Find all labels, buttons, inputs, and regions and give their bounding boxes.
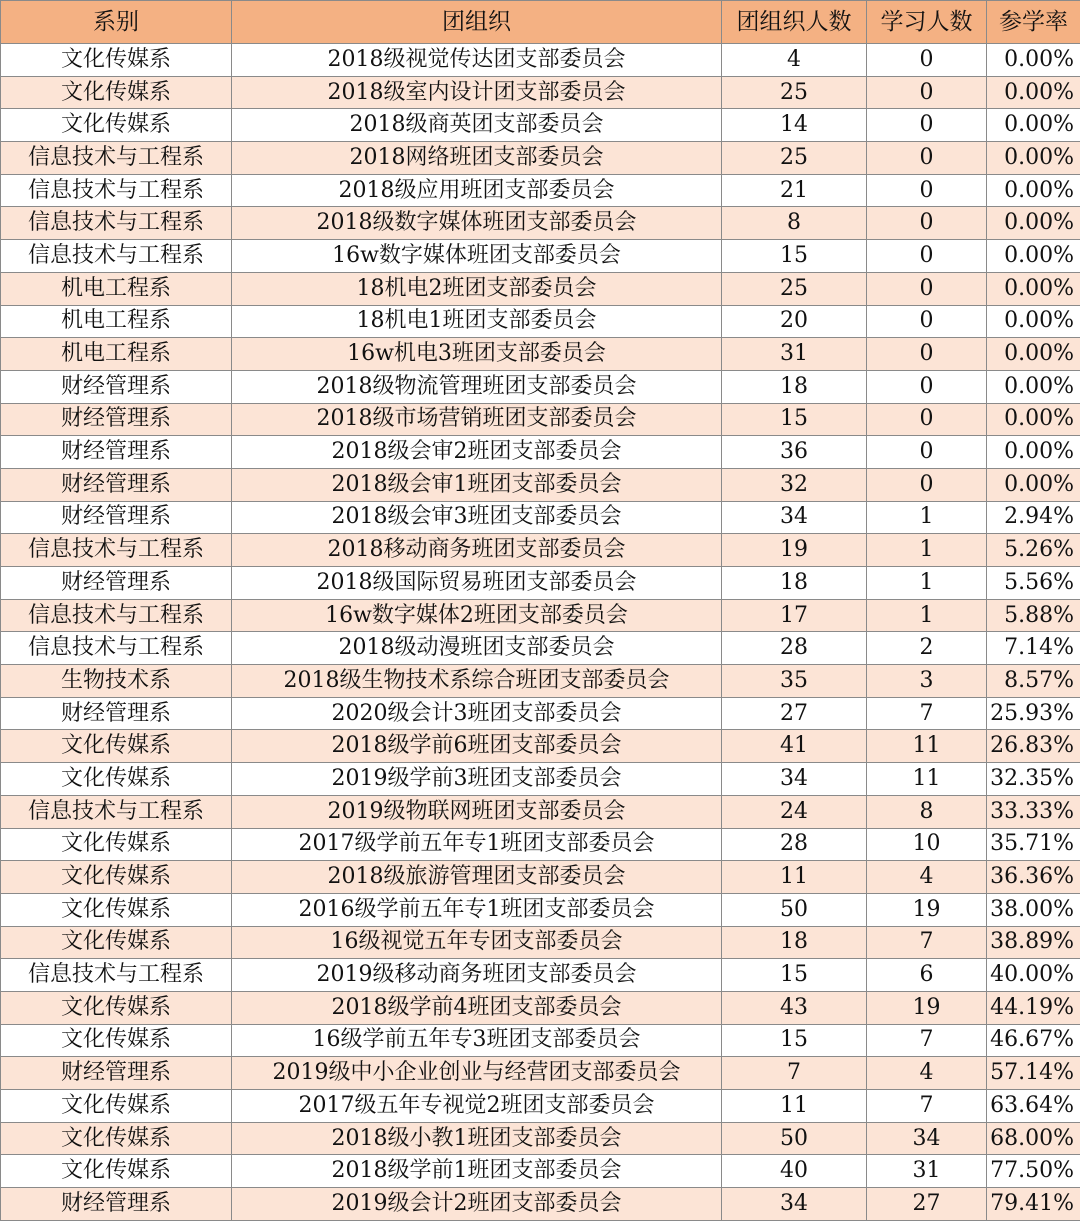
cell-department: 文化传媒系 [1, 730, 232, 763]
cell-member-count: 50 [722, 1122, 867, 1155]
cell-learner-count: 0 [867, 468, 987, 501]
cell-member-count: 4 [722, 44, 867, 77]
cell-department: 信息技术与工程系 [1, 534, 232, 567]
table-row [1, 370, 1080, 403]
cell-member-count: 18 [722, 926, 867, 959]
cell-organization: 2019级物联网班团支部委员会 [232, 795, 722, 828]
cell-member-count: 8 [722, 207, 867, 240]
cell-member-count: 7 [722, 1057, 867, 1090]
table-row [1, 403, 1080, 436]
cell-learner-count: 0 [867, 174, 987, 207]
cell-department: 财经管理系 [1, 436, 232, 469]
cell-department: 生物技术系 [1, 665, 232, 698]
cell-member-count: 15 [722, 1024, 867, 1057]
cell-participation-rate: 0.00% [987, 305, 1080, 338]
cell-learner-count: 0 [867, 76, 987, 109]
cell-organization: 2018级视觉传达团支部委员会 [232, 44, 722, 77]
cell-organization: 2016级学前五年专1班团支部委员会 [232, 893, 722, 926]
table-row [1, 1188, 1080, 1221]
table-row [1, 76, 1080, 109]
cell-participation-rate: 0.00% [987, 142, 1080, 175]
cell-department: 文化传媒系 [1, 1155, 232, 1188]
cell-participation-rate: 5.26% [987, 534, 1080, 567]
cell-learner-count: 1 [867, 567, 987, 600]
table-row [1, 468, 1080, 501]
table-row [1, 567, 1080, 600]
cell-organization: 2018级商英团支部委员会 [232, 109, 722, 142]
cell-member-count: 15 [722, 959, 867, 992]
cell-learner-count: 0 [867, 240, 987, 273]
cell-department: 信息技术与工程系 [1, 174, 232, 207]
cell-member-count: 31 [722, 338, 867, 371]
cell-participation-rate: 0.00% [987, 240, 1080, 273]
cell-organization: 2018级室内设计团支部委员会 [232, 76, 722, 109]
cell-learner-count: 27 [867, 1188, 987, 1221]
table-row [1, 926, 1080, 959]
cell-member-count: 34 [722, 1188, 867, 1221]
table-row [1, 272, 1080, 305]
cell-department: 财经管理系 [1, 403, 232, 436]
cell-learner-count: 4 [867, 861, 987, 894]
cell-participation-rate: 38.89% [987, 926, 1080, 959]
cell-organization: 2018级应用班团支部委员会 [232, 174, 722, 207]
table-row [1, 109, 1080, 142]
cell-department: 文化传媒系 [1, 861, 232, 894]
cell-department: 机电工程系 [1, 338, 232, 371]
cell-member-count: 15 [722, 240, 867, 273]
cell-learner-count: 6 [867, 959, 987, 992]
cell-organization: 16级视觉五年专团支部委员会 [232, 926, 722, 959]
cell-participation-rate: 2.94% [987, 501, 1080, 534]
table-row [1, 1024, 1080, 1057]
cell-organization: 2018级数字媒体班团支部委员会 [232, 207, 722, 240]
cell-department: 文化传媒系 [1, 991, 232, 1024]
cell-participation-rate: 79.41% [987, 1188, 1080, 1221]
cell-participation-rate: 0.00% [987, 207, 1080, 240]
cell-participation-rate: 0.00% [987, 338, 1080, 371]
cell-participation-rate: 0.00% [987, 370, 1080, 403]
cell-member-count: 41 [722, 730, 867, 763]
cell-organization: 16w机电3班团支部委员会 [232, 338, 722, 371]
table-row [1, 828, 1080, 861]
cell-organization: 2017级学前五年专1班团支部委员会 [232, 828, 722, 861]
cell-learner-count: 4 [867, 1057, 987, 1090]
cell-organization: 2018级物流管理班团支部委员会 [232, 370, 722, 403]
cell-learner-count: 11 [867, 763, 987, 796]
cell-participation-rate: 0.00% [987, 272, 1080, 305]
cell-organization: 2018级学前4班团支部委员会 [232, 991, 722, 1024]
table-row [1, 599, 1080, 632]
cell-learner-count: 1 [867, 599, 987, 632]
cell-member-count: 34 [722, 501, 867, 534]
cell-department: 财经管理系 [1, 697, 232, 730]
cell-member-count: 35 [722, 665, 867, 698]
cell-department: 文化传媒系 [1, 76, 232, 109]
cell-member-count: 21 [722, 174, 867, 207]
cell-member-count: 43 [722, 991, 867, 1024]
cell-participation-rate: 38.00% [987, 893, 1080, 926]
table-row [1, 338, 1080, 371]
cell-organization: 2018级生物技术系综合班团支部委员会 [232, 665, 722, 698]
cell-organization: 2019级移动商务班团支部委员会 [232, 959, 722, 992]
cell-participation-rate: 0.00% [987, 403, 1080, 436]
cell-organization: 2019级中小企业创业与经营团支部委员会 [232, 1057, 722, 1090]
cell-member-count: 17 [722, 599, 867, 632]
cell-department: 文化传媒系 [1, 763, 232, 796]
cell-participation-rate: 0.00% [987, 44, 1080, 77]
cell-participation-rate: 0.00% [987, 174, 1080, 207]
cell-participation-rate: 46.67% [987, 1024, 1080, 1057]
cell-department: 信息技术与工程系 [1, 795, 232, 828]
cell-department: 财经管理系 [1, 1188, 232, 1221]
table-row [1, 763, 1080, 796]
table-row [1, 436, 1080, 469]
table-row [1, 893, 1080, 926]
cell-department: 文化传媒系 [1, 828, 232, 861]
cell-department: 文化传媒系 [1, 893, 232, 926]
cell-participation-rate: 25.93% [987, 697, 1080, 730]
cell-department: 信息技术与工程系 [1, 142, 232, 175]
cell-organization: 2018移动商务班团支部委员会 [232, 534, 722, 567]
table-row [1, 1090, 1080, 1123]
header-learner-count: 学习人数 [867, 1, 987, 44]
cell-participation-rate: 8.57% [987, 665, 1080, 698]
cell-department: 文化传媒系 [1, 926, 232, 959]
header-organization: 团组织 [232, 1, 722, 44]
cell-member-count: 25 [722, 272, 867, 305]
cell-organization: 2017级五年专视觉2班团支部委员会 [232, 1090, 722, 1123]
cell-participation-rate: 5.56% [987, 567, 1080, 600]
table-row [1, 632, 1080, 665]
cell-member-count: 27 [722, 697, 867, 730]
cell-organization: 18机电2班团支部委员会 [232, 272, 722, 305]
cell-participation-rate: 0.00% [987, 76, 1080, 109]
cell-member-count: 32 [722, 468, 867, 501]
cell-organization: 18机电1班团支部委员会 [232, 305, 722, 338]
cell-learner-count: 0 [867, 207, 987, 240]
cell-member-count: 11 [722, 861, 867, 894]
cell-learner-count: 0 [867, 109, 987, 142]
cell-department: 机电工程系 [1, 272, 232, 305]
cell-learner-count: 31 [867, 1155, 987, 1188]
cell-department: 信息技术与工程系 [1, 632, 232, 665]
cell-participation-rate: 35.71% [987, 828, 1080, 861]
table-body [1, 44, 1080, 1221]
table-row [1, 44, 1080, 77]
cell-learner-count: 2 [867, 632, 987, 665]
cell-participation-rate: 77.50% [987, 1155, 1080, 1188]
cell-participation-rate: 36.36% [987, 861, 1080, 894]
cell-member-count: 14 [722, 109, 867, 142]
cell-member-count: 40 [722, 1155, 867, 1188]
cell-organization: 2018级会审3班团支部委员会 [232, 501, 722, 534]
cell-member-count: 18 [722, 567, 867, 600]
cell-learner-count: 0 [867, 142, 987, 175]
cell-participation-rate: 57.14% [987, 1057, 1080, 1090]
cell-organization: 2018级旅游管理团支部委员会 [232, 861, 722, 894]
cell-learner-count: 19 [867, 893, 987, 926]
cell-learner-count: 0 [867, 436, 987, 469]
cell-learner-count: 0 [867, 305, 987, 338]
cell-member-count: 28 [722, 632, 867, 665]
cell-member-count: 24 [722, 795, 867, 828]
header-participation-rate: 参学率 [987, 1, 1080, 44]
cell-member-count: 50 [722, 893, 867, 926]
cell-learner-count: 0 [867, 272, 987, 305]
cell-department: 文化传媒系 [1, 1122, 232, 1155]
cell-participation-rate: 5.88% [987, 599, 1080, 632]
cell-organization: 2018网络班团支部委员会 [232, 142, 722, 175]
cell-participation-rate: 0.00% [987, 109, 1080, 142]
table-row [1, 174, 1080, 207]
table-row [1, 1057, 1080, 1090]
cell-learner-count: 7 [867, 697, 987, 730]
cell-member-count: 28 [722, 828, 867, 861]
table-row [1, 1155, 1080, 1188]
cell-member-count: 36 [722, 436, 867, 469]
header-department: 系别 [1, 1, 232, 44]
cell-member-count: 18 [722, 370, 867, 403]
table-row [1, 991, 1080, 1024]
cell-organization: 2019级学前3班团支部委员会 [232, 763, 722, 796]
cell-organization: 16w数字媒体班团支部委员会 [232, 240, 722, 273]
cell-department: 文化传媒系 [1, 1090, 232, 1123]
cell-learner-count: 0 [867, 44, 987, 77]
cell-organization: 2018级会审1班团支部委员会 [232, 468, 722, 501]
cell-learner-count: 19 [867, 991, 987, 1024]
cell-participation-rate: 44.19% [987, 991, 1080, 1024]
table-row [1, 534, 1080, 567]
cell-department: 信息技术与工程系 [1, 240, 232, 273]
cell-organization: 2018级市场营销班团支部委员会 [232, 403, 722, 436]
cell-organization: 2018级学前6班团支部委员会 [232, 730, 722, 763]
table-row [1, 795, 1080, 828]
cell-participation-rate: 32.35% [987, 763, 1080, 796]
cell-organization: 2018级动漫班团支部委员会 [232, 632, 722, 665]
table-row [1, 1122, 1080, 1155]
table-row [1, 501, 1080, 534]
cell-member-count: 19 [722, 534, 867, 567]
cell-member-count: 15 [722, 403, 867, 436]
cell-organization: 2020级会计3班团支部委员会 [232, 697, 722, 730]
cell-department: 信息技术与工程系 [1, 207, 232, 240]
cell-learner-count: 3 [867, 665, 987, 698]
cell-learner-count: 11 [867, 730, 987, 763]
cell-participation-rate: 0.00% [987, 468, 1080, 501]
cell-learner-count: 1 [867, 501, 987, 534]
cell-department: 信息技术与工程系 [1, 959, 232, 992]
table-row [1, 959, 1080, 992]
cell-member-count: 25 [722, 142, 867, 175]
cell-department: 财经管理系 [1, 501, 232, 534]
cell-organization: 16w数字媒体2班团支部委员会 [232, 599, 722, 632]
cell-member-count: 34 [722, 763, 867, 796]
cell-learner-count: 10 [867, 828, 987, 861]
header-row [1, 1, 1080, 44]
cell-learner-count: 7 [867, 1090, 987, 1123]
cell-learner-count: 34 [867, 1122, 987, 1155]
table-row [1, 305, 1080, 338]
cell-learner-count: 0 [867, 370, 987, 403]
cell-department: 财经管理系 [1, 567, 232, 600]
table-row [1, 142, 1080, 175]
cell-department: 财经管理系 [1, 370, 232, 403]
table-row [1, 207, 1080, 240]
cell-participation-rate: 26.83% [987, 730, 1080, 763]
cell-member-count: 20 [722, 305, 867, 338]
cell-learner-count: 7 [867, 926, 987, 959]
cell-organization: 2018级国际贸易班团支部委员会 [232, 567, 722, 600]
table-row [1, 730, 1080, 763]
cell-participation-rate: 0.00% [987, 436, 1080, 469]
cell-member-count: 11 [722, 1090, 867, 1123]
table-row [1, 697, 1080, 730]
cell-department: 财经管理系 [1, 468, 232, 501]
cell-learner-count: 1 [867, 534, 987, 567]
cell-member-count: 25 [722, 76, 867, 109]
cell-department: 财经管理系 [1, 1057, 232, 1090]
header-member-count: 团组织人数 [722, 1, 867, 44]
cell-participation-rate: 33.33% [987, 795, 1080, 828]
cell-department: 信息技术与工程系 [1, 599, 232, 632]
table-header [1, 1, 1080, 44]
cell-participation-rate: 7.14% [987, 632, 1080, 665]
cell-participation-rate: 68.00% [987, 1122, 1080, 1155]
cell-participation-rate: 40.00% [987, 959, 1080, 992]
cell-learner-count: 0 [867, 403, 987, 436]
table-row [1, 861, 1080, 894]
cell-organization: 16级学前五年专3班团支部委员会 [232, 1024, 722, 1057]
cell-organization: 2018级小教1班团支部委员会 [232, 1122, 722, 1155]
cell-learner-count: 7 [867, 1024, 987, 1057]
cell-department: 机电工程系 [1, 305, 232, 338]
cell-department: 文化传媒系 [1, 1024, 232, 1057]
table-row [1, 240, 1080, 273]
table-row [1, 665, 1080, 698]
cell-participation-rate: 63.64% [987, 1090, 1080, 1123]
cell-organization: 2018级会审2班团支部委员会 [232, 436, 722, 469]
cell-organization: 2019级会计2班团支部委员会 [232, 1188, 722, 1221]
cell-learner-count: 0 [867, 338, 987, 371]
cell-department: 文化传媒系 [1, 44, 232, 77]
cell-organization: 2018级学前1班团支部委员会 [232, 1155, 722, 1188]
cell-learner-count: 8 [867, 795, 987, 828]
cell-department: 文化传媒系 [1, 109, 232, 142]
